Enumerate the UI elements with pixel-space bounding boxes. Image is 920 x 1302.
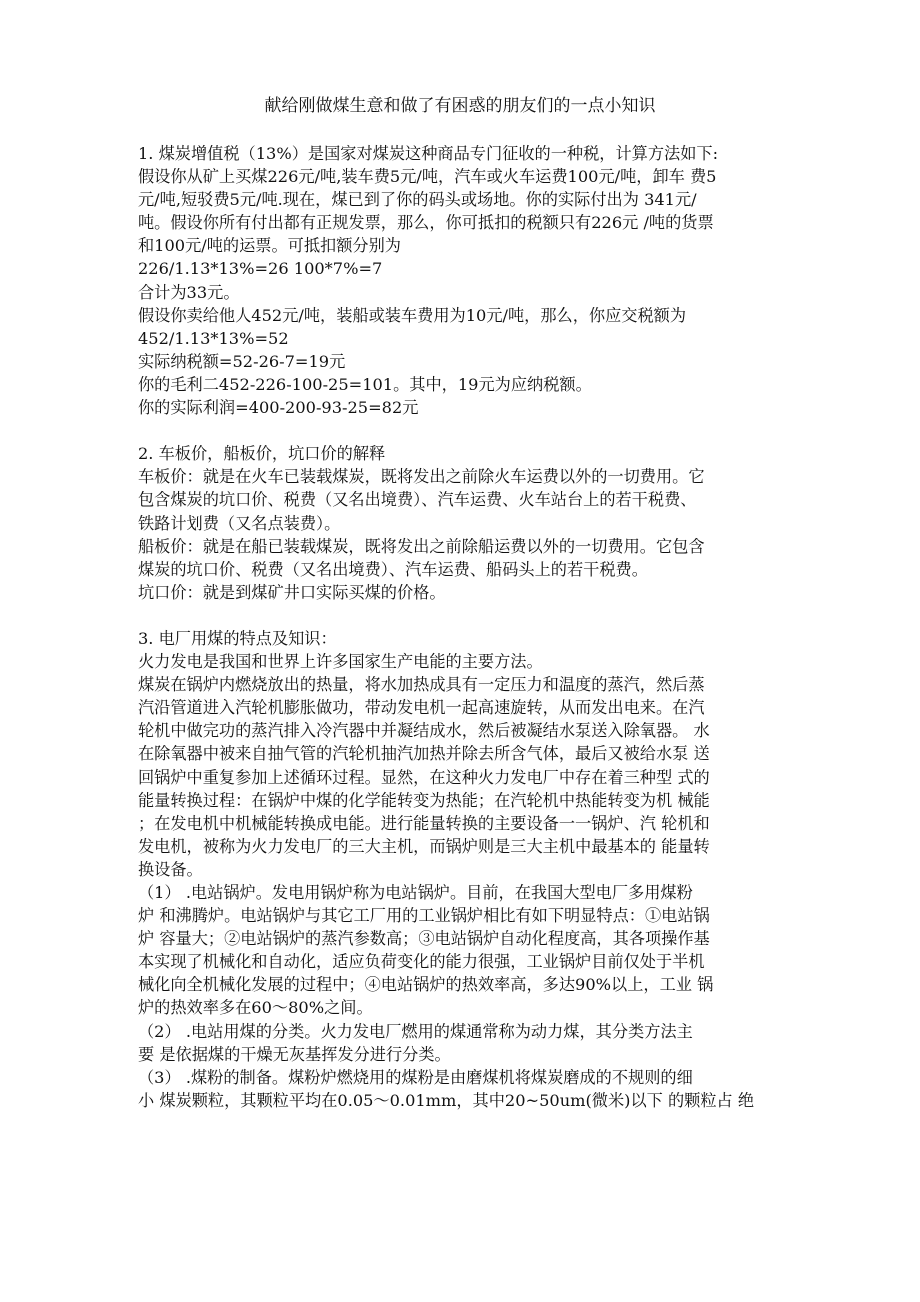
text-line: 在除氧器中被来自抽气管的汽轮机抽汽加热并除去所含气体，最后又被给水泵 送: [138, 744, 710, 764]
text-line: （3） .煤粉的制备。煤粉炉燃烧用的煤粉是由磨煤机将煤炭磨成的不规则的细: [138, 1067, 693, 1087]
text-line: 坑口价：就是到煤矿井口实际买煤的价格。: [138, 582, 446, 602]
text-line: 煤炭在锅炉内燃烧放出的热量，将水加热成具有一定压力和温度的蒸汽，然后蒸: [138, 675, 705, 695]
text-line: 炉 和沸腾炉。电站锅炉与其它工厂用的工业锅炉相比有如下明显特点：①电站锅: [138, 906, 710, 926]
text-line: 假设你卖给他人452元/吨，装船或装车费用为10元/吨，那么，你应交税额为: [138, 305, 687, 325]
text-line: 船板价：就是在船已装载煤炭，既将发出之前除船运费以外的一切费用。它包含: [138, 536, 705, 556]
text-line: 本实现了机械化和自动化，适应负荷变化的能力很强，工业锅炉目前仅处于半机: [138, 952, 705, 972]
text-line: 小 煤炭颗粒，其颗粒平均在0.05〜0.01mm，其中20~50um(微米)以下 的颗粒占 绝: [138, 1090, 755, 1110]
blank-line: [138, 419, 798, 442]
text-line: 火力发电是我国和世界上许多国家生产电能的主要方法。: [138, 652, 543, 672]
blank-line: [138, 604, 798, 627]
text-line: （1） .电站锅炉。发电用锅炉称为电站锅炉。目前，在我国大型电厂多用煤粉: [138, 883, 693, 902]
document-title: 献给刚做煤生意和做了有困惑的朋友们的一点小知识: [264, 96, 656, 116]
text-line: ；在发电机中机械能转换成电能。进行能量转换的主要设备一一锅炉、汽 轮机和: [138, 813, 710, 833]
text-line: 2. 车板价，船板价，坑口价的解释: [138, 444, 386, 464]
text-line: 回锅炉中重复参加上述循环过程。显然，在这种火力发电厂中存在着三种型 式的: [138, 767, 710, 787]
text-line: 车板价：就是在火车已装载煤炭，既将发出之前除火车运费以外的一切费用。它: [138, 467, 705, 487]
text-line: 实际纳税额=52-26-7=19元: [138, 351, 346, 371]
text-line: 汽沿管道进入汽轮机膨胀做功，带动发电机一起高速旋转，从而发出电来。在汽: [138, 698, 705, 718]
text-line: 炉 容量大；②电站锅炉的蒸汽参数高；③电站锅炉自动化程度高，其各项操作基: [138, 929, 710, 949]
text-line: 轮机中做完功的蒸汽排入冷汽器中并凝结成水，然后被凝结水泵送入除氧器。 水: [138, 721, 710, 741]
text-line: 包含煤炭的坑口价、税费（又名出境费）、汽车运费、火车站台上的若干税费、: [138, 490, 697, 510]
text-line: 能量转换过程：在锅炉中煤的化学能转变为热能；在汽轮机中热能转变为机 械能: [138, 790, 710, 810]
text-line: 炉的热效率多在60〜80%之间。: [138, 998, 373, 1018]
text-line: 吨。假设你所有付出都有正规发票，那么，你可抵扣的税额只有226元 /吨的货票: [138, 213, 714, 233]
text-line: 3. 电厂用煤的特点及知识：: [138, 628, 337, 648]
text-line: 要 是依据煤的干燥无灰基挥发分进行分类。: [138, 1044, 451, 1064]
text-line: 假设你从矿上买煤226元/吨,装车费5元/吨，汽车或火车运费100元/吨，卸车 费5: [138, 167, 717, 187]
text-line: 元/吨,短驳费5元/吨.现在，煤已到了你的码头或场地。你的实际付出为 341元/: [138, 190, 697, 210]
text-line: 合计为33元。: [138, 282, 240, 302]
text-line: 1. 煤炭增值税（13%）是国家对煤炭这种商品专门征收的一种税，计算方法如下:: [138, 144, 719, 163]
text-line: 械化向全机械化发展的过程中；④电站锅炉的热效率高，多达90%以上，工业 锅: [138, 975, 714, 995]
text-line: 你的毛利二452-226-100-25=101。其中，19元为应纳税额。: [138, 374, 592, 394]
text-line: 452/1.13*13%=52: [138, 328, 289, 348]
text-line: 发电机，被称为火力发电厂的三大主机，而锅炉则是三大主机中最基本的 能量转: [138, 836, 710, 856]
text-line: 和100元/吨的运票。可抵扣额分别为: [138, 236, 401, 256]
text-line: 226/1.13*13%=26 100*7%=7: [138, 259, 383, 279]
document-body: [138, 142, 798, 1112]
text-line: 你的实际利润=400-200-93-25=82元: [138, 398, 419, 418]
text-line: 换设备。: [138, 859, 203, 879]
text-line: 煤炭的坑口价、税费（又名出境费）、汽车运费、船码头上的若干税费。: [138, 559, 648, 579]
text-line: 铁路计划费（又名点装费）。: [138, 513, 341, 533]
text-line: （2） .电站用煤的分类。火力发电厂燃用的煤通常称为动力煤，其分类方法主: [138, 1021, 693, 1041]
